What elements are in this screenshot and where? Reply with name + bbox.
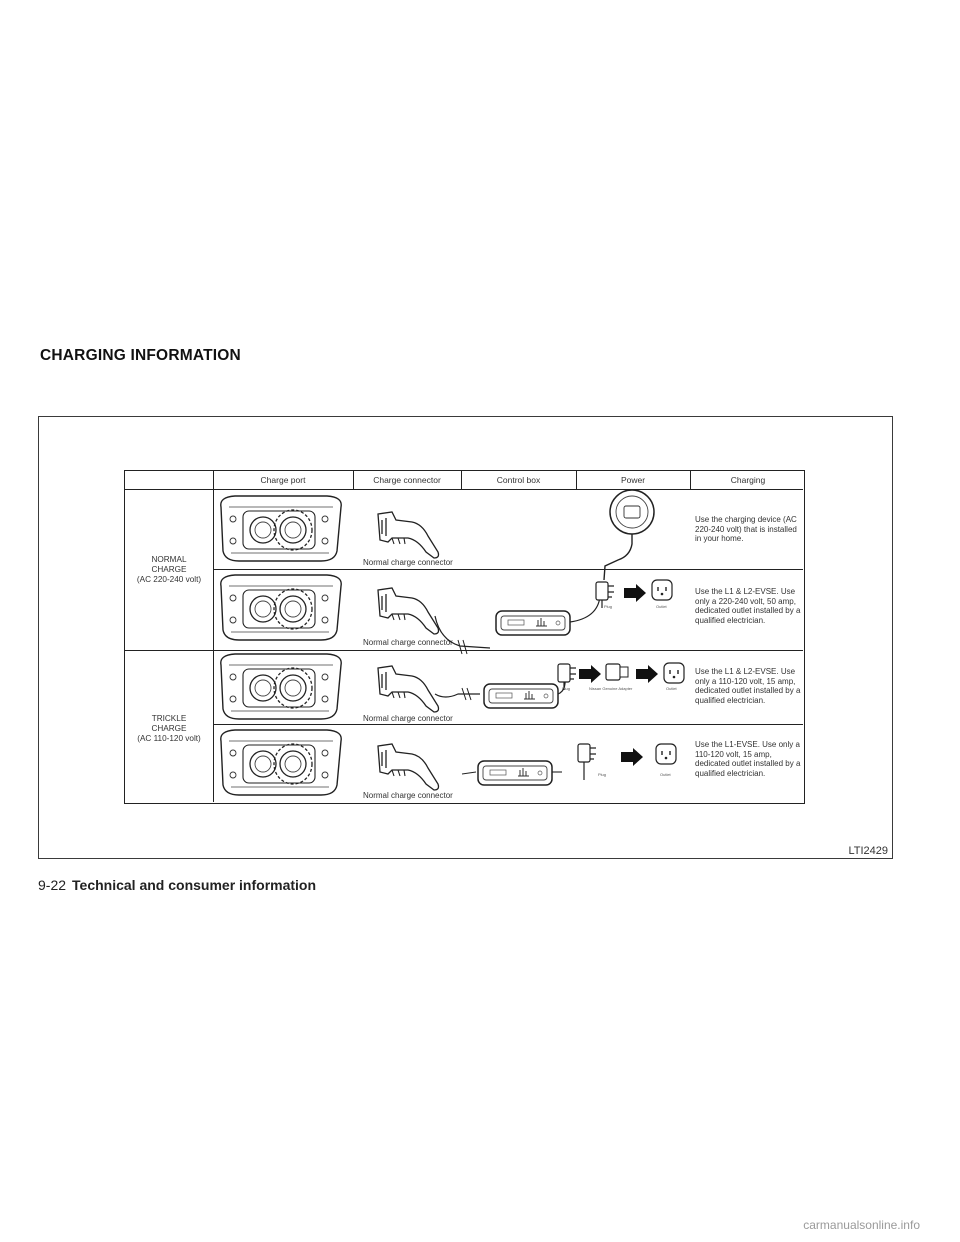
- header-power: Power: [620, 475, 646, 485]
- control-box-illustration: [496, 611, 570, 635]
- normal-charge-connector-illustration: [378, 744, 439, 790]
- figure-id: LTI2429: [848, 845, 888, 857]
- outlet-icon: [656, 744, 676, 764]
- connector-label-row-2: Normal charge connector: [363, 638, 453, 647]
- cable: [435, 616, 490, 648]
- connector-label-row-4: Normal charge connector: [363, 791, 453, 800]
- normal-charge-connector-illustration: [378, 588, 439, 634]
- outlet-icon: [652, 580, 672, 600]
- cable: [462, 772, 476, 774]
- header-charge-connector: Charge connector: [373, 475, 441, 485]
- page-footer: [38, 877, 316, 893]
- control-box-illustration: [478, 761, 552, 785]
- outlet-label: Outlet: [666, 686, 677, 691]
- header-control-box: Control box: [496, 475, 541, 485]
- cable: [570, 596, 600, 622]
- adapter-label: Nissan Genuine Adapter: [589, 686, 633, 691]
- footer-title: Technical and consumer information: [72, 877, 317, 893]
- normal-charge-connector-illustration: [378, 512, 439, 558]
- outlet-label: Outlet: [660, 772, 671, 777]
- connector-label-row-3: Normal charge connector: [363, 714, 453, 723]
- arrow-icon: [621, 748, 643, 766]
- charge-port-illustration: [221, 730, 341, 795]
- plug-label: Plug: [562, 686, 571, 691]
- group-label-trickle-charge: TRICKLE CHARGE (AC 110-120 volt): [137, 714, 201, 743]
- control-box-illustration: [484, 684, 558, 708]
- section-title: CHARGING INFORMATION: [40, 347, 241, 364]
- normal-charge-connector-illustration: [378, 666, 439, 712]
- charge-port-illustration: [221, 496, 341, 561]
- plug-label: Plug: [598, 772, 607, 777]
- charging-desc-row-2: Use the L1 & L2-EVSE. Use only a 220-240 volt, 50 amp, dedicated outlet installed by a qualified electrician.: [695, 587, 801, 625]
- cable-break: [458, 640, 467, 654]
- charging-desc-row-4: Use the L1-EVSE. Use only a 110-120 volt, 15 amp, dedicated outlet installed by a qualified electrician.: [695, 740, 801, 778]
- charge-port-illustration: [221, 654, 341, 719]
- plug-label: Plug: [604, 604, 613, 609]
- header-charge-port: Charge port: [260, 475, 306, 485]
- page-number: 9-22: [38, 877, 67, 893]
- plug-icon: [578, 744, 596, 770]
- header-charging: Charging: [730, 475, 766, 485]
- charge-port-illustration: [221, 575, 341, 640]
- charging-desc-row-1: Use the charging device (AC 220-240 volt) that is installed in your home.: [695, 515, 797, 544]
- arrow-icon: [579, 665, 601, 683]
- group-label-normal-charge: NORMAL CHARGE (AC 220-240 volt): [136, 555, 202, 584]
- connector-label-row-1: Normal charge connector: [363, 558, 453, 567]
- cable: [435, 694, 480, 697]
- nissan-genuine-adapter-illustration: [606, 664, 628, 680]
- outlet-icon: [664, 663, 684, 683]
- outlet-label: Outlet: [656, 604, 667, 609]
- charging-desc-row-3: Use the L1 & L2-EVSE. Use only a 110-120 volt, 15 amp, dedicated outlet installed by a qualified electrician.: [695, 667, 801, 705]
- watermark: carmanualsonline.info: [803, 1218, 920, 1232]
- arrow-icon: [624, 584, 646, 602]
- arrow-icon: [636, 665, 658, 683]
- home-charging-device-illustration: [604, 490, 654, 580]
